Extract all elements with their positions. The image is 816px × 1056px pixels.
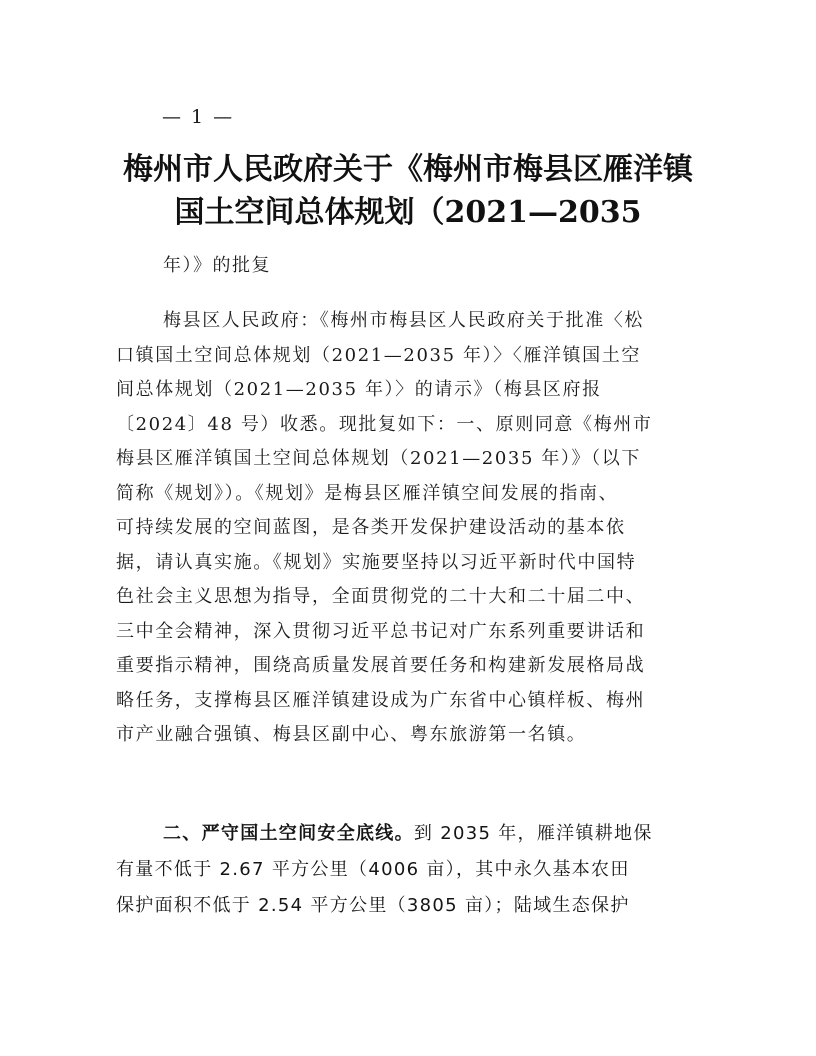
body-line: 略任务，支撑梅县区雁洋镇建设成为广东省中心镇样板、梅州 — [116, 689, 646, 711]
body-line: 梅县区人民政府：《梅州市梅县区人民政府关于批准〈松 — [163, 310, 644, 331]
section-2-paragraph — [116, 816, 706, 924]
body-line: 据，请认真实施。《规划》实施要坚持以习近平新时代中国特 — [116, 551, 637, 573]
body-line: 市产业融合强镇、梅县区副中心、粤东旅游第一名镇。 — [116, 724, 587, 745]
body-line: 梅县区雁洋镇国土空间总体规划（2021—2035 年）》（以下 — [116, 448, 641, 469]
body-line: 重要指示精神，围绕高质量发展首要任务和构建新发展格局战 — [116, 655, 646, 676]
body-line: 色社会主义思想为指导，全面贯彻党的二十大和二十届二中、 — [116, 586, 646, 607]
body-line: 口镇国土空间总体规划（2021—2035 年）〉〈雁洋镇国土空 — [116, 344, 641, 366]
body-line: 间总体规划（2021—2035 年）〉的请示》（梅县区府报 — [116, 379, 602, 400]
body-line: 〔2024〕48 号）收悉。现批复如下：一、原则同意《梅州市 — [116, 413, 653, 435]
document-title-line-2: 国土空间总体规划（2021—2035 — [174, 195, 642, 230]
page-number: — 1 — — [162, 106, 235, 128]
body-paragraph — [116, 304, 706, 753]
section-2-line-3: 保护面积不低于 2.54 平方公里（3805 亩）；陆域生态保护 — [116, 895, 630, 916]
section-2-line-2: 有量不低于 2.67 平方公里（4006 亩），其中永久基本农田 — [116, 859, 630, 880]
section-2-heading: 二、严守国土空间安全底线。 — [163, 823, 414, 844]
section-2-text: 到 2035 年，雁洋镇耕地保 — [413, 823, 653, 844]
section-2-line-1 — [116, 816, 706, 852]
body-line: 可持续发展的空间蓝图，是各类开发保护建设活动的基本依 — [116, 517, 626, 538]
document-title-line-1: 梅州市人民政府关于《梅州市梅县区雁洋镇 — [123, 152, 693, 187]
body-line: 三中全会精神，深入贯彻习近平总书记对广东系列重要讲话和 — [116, 620, 646, 642]
body-line: 简称《规划》）。《规划》是梅县区雁洋镇空间发展的指南、 — [116, 482, 619, 504]
document-title-line-3: 年）》的批复 — [163, 255, 271, 276]
